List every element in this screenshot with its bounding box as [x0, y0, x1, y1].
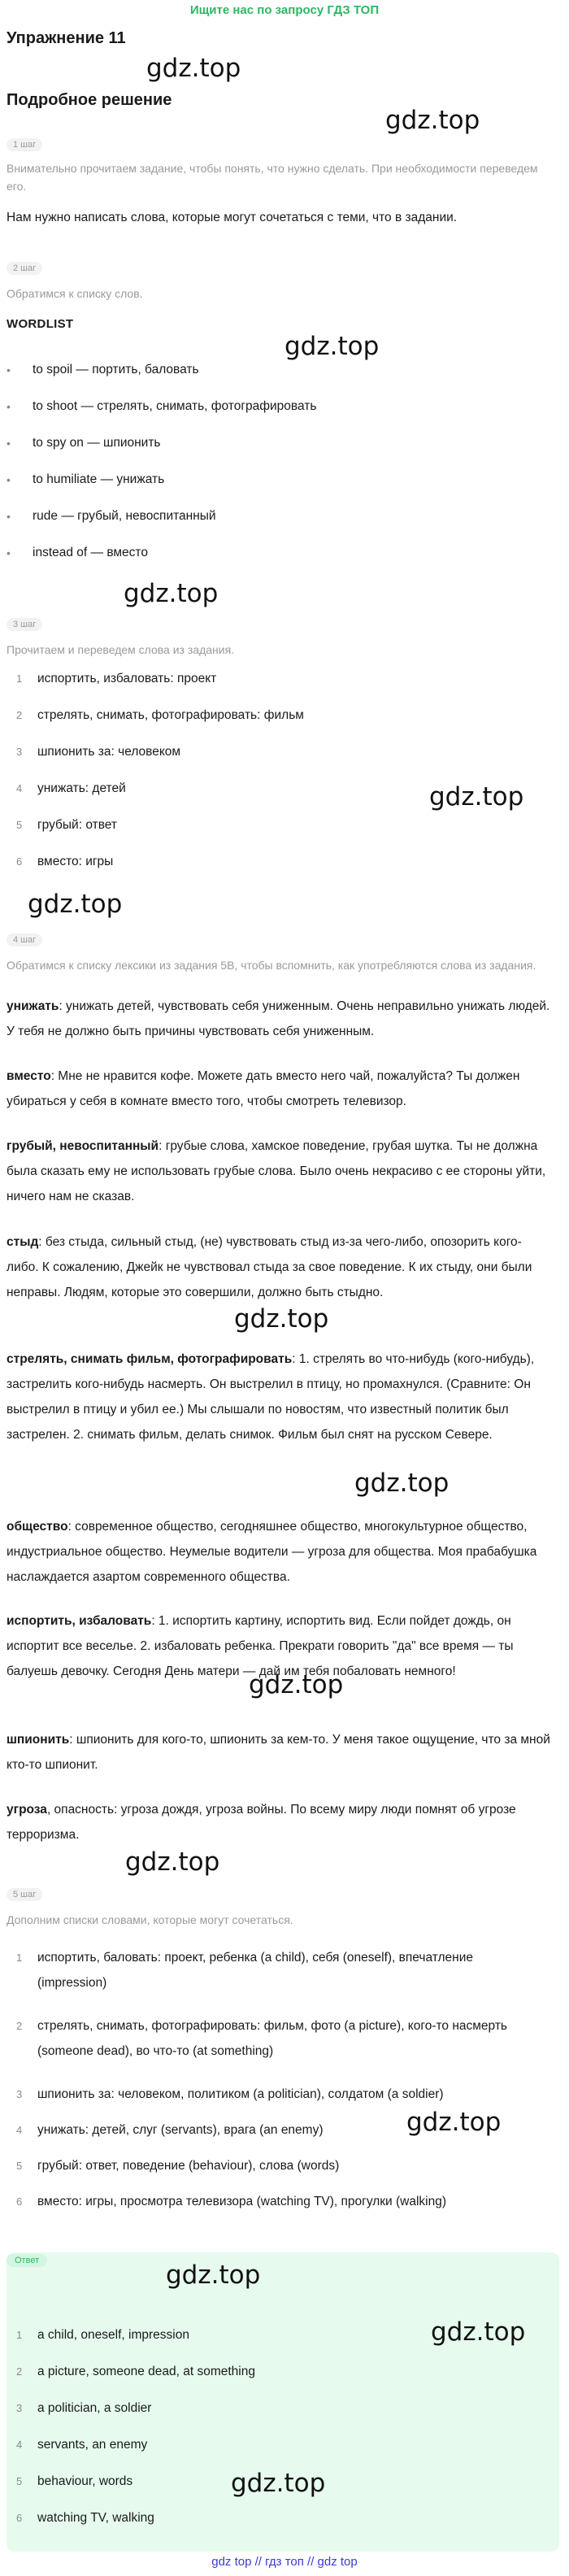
watermark: gdz.top — [284, 332, 380, 361]
vocab-entry: вместо: Мне не нравится кофе. Можете дать вместо него чай, пожалуйста? Ты должен убираться у себя в комнате вместо того, чтобы смотреть телевизор. — [7, 1069, 520, 1108]
numbered-item: 6 вместо: игры, просмотра телевизора (watching TV), прогулки (walking) — [16, 2195, 447, 2208]
watermark: gdz.top — [385, 106, 480, 135]
footer-links[interactable]: gdz top // гдз топ // gdz top — [211, 2555, 358, 2569]
step-note: Внимательно прочитаем задание, чтобы понять, что нужно сделать. При необходимости переведем его. — [7, 162, 538, 193]
numbered-item: 1 испортить, избаловать: проект — [16, 672, 217, 685]
vocab-entry: унижать: унижать детей, чувствовать себя униженным. Очень неправильно унижать людей. У тебя не должно быть причины чувствовать себя униженным. — [7, 999, 550, 1038]
vocab-entry: общество: современное общество, сегодняшнее общество, многокультурное общество, индустриальное общество. Неумелые водители — угроза для общества. Моя прабабушка наслаждается азартом современного общества. — [7, 1520, 537, 1584]
vocab-entry: шпионить: шпионить для кого-то, шпионить за кем-то. У меня такое ощущение, что за мной кто-то шпионит. — [7, 1733, 550, 1772]
step-note: Дополним списки словами, которые могут сочетаться. — [7, 1913, 293, 1926]
answer-item: 5 behaviour, words — [16, 2474, 133, 2488]
watermark: gdz.top — [431, 2317, 526, 2347]
numbered-item: 3 шпионить за: человеком, политиком (a politician), солдатом (a soldier) — [16, 2087, 444, 2101]
answer-badge: Ответ — [7, 2254, 47, 2267]
step-badge: 3 шаг — [7, 618, 42, 631]
answer-item: 6 watching TV, walking — [16, 2511, 154, 2525]
watermark: gdz.top — [125, 1847, 220, 1877]
watermark: gdz.top — [28, 890, 123, 919]
vocab-entry: стрелять, снимать фильм, фотографировать: 1. стрелять во что-нибудь (кого-нибудь), застрелить кого-нибудь насмерть. Он выстрелил в птицу, но промахнулся. (Сравните: Он выстрелил в птицу и убил ее.) Мы слышали по новостям, что известный политик был застрелен. 2. снимать фильм, делать снимок. Фильм был снят на русском Севере. — [7, 1352, 535, 1442]
watermark: gdz.top — [406, 2108, 502, 2137]
numbered-item: 5 грубый: ответ — [16, 818, 117, 832]
step-badge: 4 шаг — [7, 933, 42, 946]
watermark: gdz.top — [354, 1469, 450, 1498]
answer-item: 2 a picture, someone dead, at something — [16, 2365, 255, 2378]
page-title: Упражнение 11 — [7, 29, 126, 47]
watermark: gdz.top — [124, 579, 219, 608]
watermark: gdz.top — [146, 54, 241, 83]
wordlist-item: • to spoil — портить, баловать — [18, 361, 199, 379]
watermark: gdz.top — [234, 1304, 329, 1334]
answer-item: 1 a child, oneself, impression — [16, 2328, 189, 2342]
step-note: Обратимся к списку лексики из задания 5В, чтобы вспомнить, как употребляются слова из задания. — [7, 959, 536, 972]
wordlist-item: • to spy on — шпионить — [18, 434, 161, 452]
vocab-entry: испортить, избаловать: 1. испортить картину, испортить вид. Если пойдет дождь, он испортит все веселье. 2. избаловать ребенка. Прекрати говорить "да" все время — ты балуешь девочку. Сегодня День матери — дай им тебя побаловать немного! — [7, 1614, 514, 1678]
wordlist-title: WORDLIST — [7, 317, 74, 331]
search-banner[interactable]: Ищите нас по запросу ГДЗ ТОП — [189, 3, 380, 17]
section-subtitle: Подробное решение — [7, 91, 172, 109]
numbered-item: 6 вместо: игры — [16, 855, 114, 868]
watermark: gdz.top — [249, 1670, 344, 1699]
step-note: Обратимся к списку слов. — [7, 287, 143, 300]
step-badge: 1 шаг — [7, 138, 42, 151]
wordlist-item: • rude — грубый, невоспитанный — [18, 507, 216, 525]
numbered-item: 2 стрелять, снимать, фотографировать: фильм, фото (a picture), кого-то насмерть (someone dead), во что-то (at something) — [16, 2019, 507, 2058]
numbered-item: 5 грубый: ответ, поведение (behaviour), слова (words) — [16, 2159, 340, 2173]
watermark: gdz.top — [429, 782, 524, 812]
watermark: gdz.top — [166, 2261, 261, 2290]
numbered-item: 1 испортить, баловать: проект, ребенка (a child), себя (oneself), впечатление (impression) — [16, 1951, 473, 1990]
vocab-entry: стыд: без стыда, сильный стыд, (не) чувствовать стыд из-за чего-либо, опозорить кого-либо. К сожалению, Джейк не чувствовал стыда за свое поведение. К их стыду, они были неправы. Людям, которые это совершили, должно быть стыдно. — [7, 1235, 532, 1299]
step-note: Прочитаем и переведем слова из задания. — [7, 643, 235, 656]
answer-item: 4 servants, an enemy — [16, 2438, 148, 2452]
step-text: Нам нужно написать слова, которые могут сочетаться с теми, что в задании. — [7, 211, 458, 224]
wordlist-item: • to humiliate — унижать — [18, 471, 164, 489]
vocab-entry: грубый, невоспитанный: грубые слова, хамское поведение, грубая шутка. Ты не должна была сказать ему не использовать грубые слова. Было очень некрасиво с ее стороны уйти, ничего нам не сказав. — [7, 1139, 546, 1203]
wordlist-item: • instead of — вместо — [18, 544, 148, 562]
vocab-entry: угроза, опасность: угроза дождя, угроза войны. По всему миру люди помнят об угрозе терроризма. — [7, 1803, 516, 1842]
numbered-item: 4 унижать: детей — [16, 781, 126, 795]
step-badge: 2 шаг — [7, 262, 42, 275]
numbered-item: 3 шпионить за: человеком — [16, 745, 181, 759]
answer-item: 3 a politician, a soldier — [16, 2401, 152, 2415]
step-badge: 5 шаг — [7, 1888, 42, 1901]
watermark: gdz.top — [231, 2469, 326, 2498]
numbered-item: 4 унижать: детей, слуг (servants), врага (an enemy) — [16, 2123, 324, 2137]
numbered-item: 2 стрелять, снимать, фотографировать: фильм — [16, 708, 304, 722]
wordlist-item: • to shoot — стрелять, снимать, фотографировать — [18, 398, 316, 416]
